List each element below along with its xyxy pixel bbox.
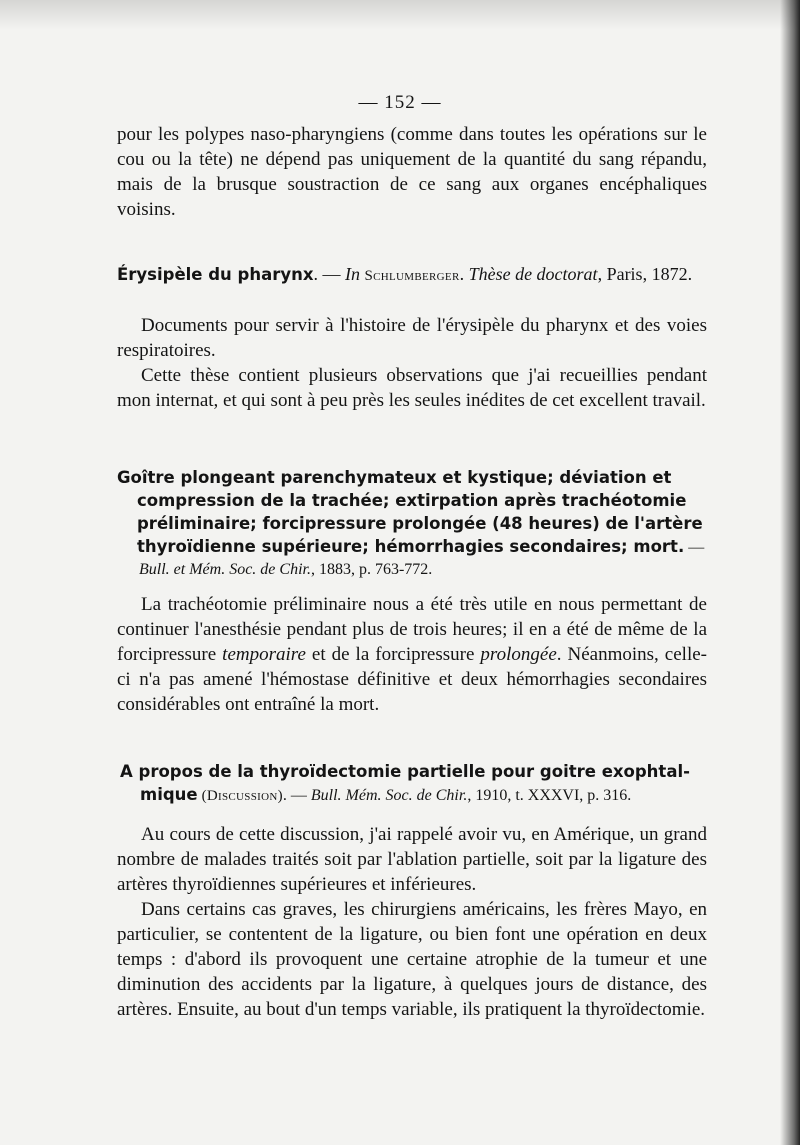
scan-shadow-right — [780, 0, 800, 1145]
section-title-line: Goître plongeant parenchymateux et kystique; déviation et — [117, 468, 672, 487]
emphasis: prolongée — [480, 644, 557, 665]
author-punct: . — [459, 264, 465, 284]
paragraph — [117, 592, 707, 717]
title-dash: . — — [313, 264, 341, 284]
text-run: et de la forcipressure — [305, 644, 481, 665]
journal-title: Bull. et Mém. Soc. de Chir. — [139, 561, 311, 578]
section-goitre-body — [117, 592, 707, 717]
text-run: La trachéotomie préliminaire nous a été très utile en nous permettant de continuer l'anesthésie pendant plus de trois heures; il en a été de même de la forcipressure — [117, 594, 707, 665]
emphasis: temporaire — [222, 644, 306, 665]
title-dash: . — — [282, 787, 307, 804]
section-title-line: compression de la trachée; extirpation après trachéotomie — [137, 491, 687, 510]
section-title-line-text: mique — [140, 785, 198, 804]
text-run: . Néanmoins, celle-ci n'a pas amené l'hémostase définitive et deux hémorrhagies secondaires considérables ont entraîné la mort. — [117, 644, 707, 715]
section-title: Érysipèle du pharynx — [117, 265, 314, 284]
page-number: — 152 — — [358, 92, 442, 113]
paragraph: Documents pour servir à l'histoire de l'érysipèle du pharynx et des voies respiratoires. — [117, 315, 707, 361]
discussion-label: (Discussion) — [201, 788, 283, 804]
paragraph: Cette thèse contient plusieurs observations que j'ai recueillies pendant mon internat, et qui sont à peu près les seules inédites de cet excellent travail. — [117, 365, 707, 411]
intro-paragraph-block — [117, 122, 707, 222]
in-word: In — [345, 264, 361, 284]
section-heading — [117, 262, 707, 288]
section-erysipele-body — [117, 313, 707, 413]
scan-shadow-top — [0, 0, 800, 30]
section-erysipele — [117, 262, 707, 288]
author-name: Schlumberger — [364, 268, 460, 284]
place-year: , Paris, 1872. — [597, 264, 693, 284]
section-title-line — [120, 783, 720, 808]
journal-title: Bull. Mém. Soc. de Chir. — [310, 787, 468, 804]
section-title-line — [117, 535, 717, 559]
section-title-line: A propos de la thyroïdectomie partielle pour goitre exophtal- — [120, 762, 690, 781]
section-thyroidectomie-heading — [120, 760, 720, 808]
work-title: Thèse de doctorat — [468, 264, 598, 284]
section-title-line-text: thyroïdienne supérieure; hémorrhagies secondaires; mort. — [137, 537, 685, 556]
section-title-line: préliminaire; forcipressure prolongée (48 heures) de l'artère — [137, 514, 703, 533]
intro-paragraph: pour les polypes naso-pharyngiens (comme dans toutes les opérations sur le cou ou la tête) ne dépend pas uniquement de la quantité du sang répandu, mais de la brusque soustraction de ce sang aux organes encéphaliques voisins. — [117, 124, 707, 220]
title-dash: — — [684, 539, 705, 556]
reference-details: , 1883, p. 763-772. — [310, 561, 433, 578]
bibliographic-reference — [117, 559, 717, 581]
paragraph: Dans certains cas graves, les chirurgiens américains, les frères Mayo, en particulier, se contentent de la ligature, ou bien font une opération en deux temps : d'abord ils provoquent une certaine atrophie de la tumeur et une diminution des accidents par la ligature, à quelques jours de distance, des artères. Ensuite, au bout d'un temps variable, ils pratiquent la thyroïdectomie. — [117, 899, 707, 1020]
section-thyroidectomie-body — [117, 822, 707, 1022]
paragraph: Au cours de cette discussion, j'ai rappelé avoir vu, en Amérique, un grand nombre de malades traités soit par l'ablation partielle, soit par la ligature des artères thyroïdiennes supérieures et inférieures. — [117, 824, 707, 895]
reference-details: , 1910, t. XXXVI, p. 316. — [467, 787, 632, 804]
section-goitre-heading — [117, 466, 717, 581]
